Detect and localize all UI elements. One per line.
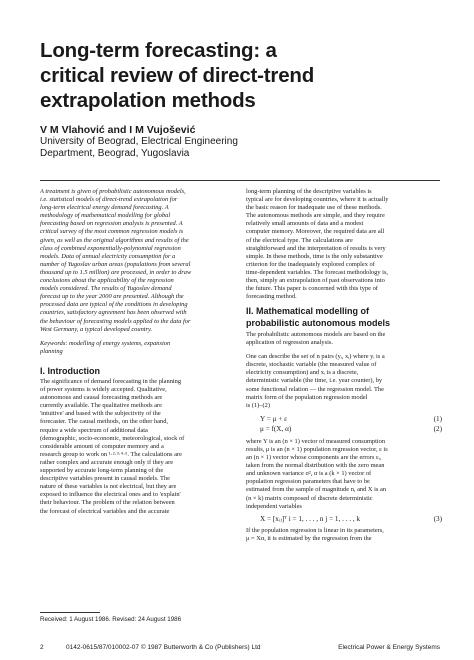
body-line: of the electrical type. The calculations are xyxy=(246,236,353,244)
equation-3 xyxy=(246,514,442,524)
body-line: application of regression analysis. xyxy=(246,339,333,347)
abstract-line: methodology of mathematical modelling for global xyxy=(40,212,171,220)
abstract-line: processed data are typical of the conditions in developing xyxy=(40,301,188,309)
page-number: 2 xyxy=(40,644,44,651)
paper-title xyxy=(40,38,460,113)
body-line: The probabilistic autonomous models are based on the xyxy=(246,331,386,338)
body-line: some functional relation — the regression model. The xyxy=(246,385,384,393)
body-line: autonomous and causal forecasting methods are xyxy=(40,394,163,402)
body-line: an (n × 1) vector whose components are the errors εᵢ, xyxy=(246,454,382,462)
journal-name: Electrical Power & Energy Systems xyxy=(338,644,440,651)
copyright-citation: 0142-0615/87/010002-07 © 1987 Butterworth & Co (Publishers) Ltd xyxy=(66,644,261,651)
body-line: (demographic, socio-economic, meteorological, stock of xyxy=(40,434,185,442)
abstract-line: the behaviour of forecasting models applied to the data for xyxy=(40,317,191,325)
body-line: straightforward and the interpretation of results is very xyxy=(246,244,386,252)
abstract-line: forecast up to the year 2000 are presented. Although the xyxy=(40,293,184,301)
body-line: discrete, stochastic variable (the measured value of xyxy=(246,361,377,369)
body-line: and unknown variance σ², α is a (k × 1) vector of xyxy=(246,470,372,478)
abstract-line: number of Yugoslav urban areas (populations from several xyxy=(40,260,191,268)
equation-expression: μ = f(X, α) xyxy=(260,424,292,433)
abstract-line: forecasting based on regression analysis is presented. A xyxy=(40,220,183,228)
body-line: nature of these variables is not electrical, but they are xyxy=(40,483,177,491)
body-line: μ = Xα, it is estimated by the regression from the xyxy=(246,534,372,542)
body-line: forecaster. The causal methods, on the other hand, xyxy=(40,418,169,426)
abstract-line: given, as well as the original algorithms and results of the xyxy=(40,236,189,244)
abstract-line: critical survey of the most common regression models is xyxy=(40,228,184,236)
body-line: (n × k) matrix composed of discrete deterministic xyxy=(246,494,373,502)
body-line: electricity consumption) and xᵢ is a discrete, xyxy=(246,369,359,377)
keywords-line: planning xyxy=(40,347,63,355)
equation-expression: Y = μ + ε xyxy=(260,414,288,423)
body-line: considerable amount of computer memory and a xyxy=(40,442,164,450)
keywords-line: Keywords: modelling of energy systems, expansion xyxy=(40,339,171,347)
body-line: deterministic variable (the time, i.e. year counter), by xyxy=(246,377,383,385)
title-line: Long-term forecasting: a xyxy=(40,39,277,62)
body-line: The significance of demand forecasting in the planning xyxy=(40,378,182,385)
received-footnote: Received: 1 August 1986. Revised: 24 August 1986 xyxy=(40,616,182,623)
body-line: matrix form of the population regression model xyxy=(246,393,368,401)
page-footer xyxy=(40,644,440,651)
body-line: rather complex and accurate enough only if they are xyxy=(40,458,174,466)
abstract-line: West Germany, a typical developed country. xyxy=(40,325,153,333)
body-line: of power systems is widely accepted. Qualitative, xyxy=(40,386,167,394)
body-line: estimated from the sample of magnitude n, and X is an xyxy=(246,486,387,494)
abstract xyxy=(40,188,228,356)
body-line: The autonomous methods are simple, and they require xyxy=(246,212,385,220)
affiliation-line: Department, Beograd, Yugoslavia xyxy=(40,148,190,159)
abstract-line: conclusions about the applicability of the regression xyxy=(40,277,174,285)
body-line: the future. This paper is concerned with this type of xyxy=(246,285,378,293)
abstract-line: i.e. statistical models of direct-trend extrapolation for xyxy=(40,196,178,204)
equation-number: (1) xyxy=(433,414,442,423)
body-line: independent variables xyxy=(246,502,302,510)
header-rule xyxy=(40,180,440,181)
title-line: extrapolation methods xyxy=(40,89,256,112)
body-line: require a wide spectrum of additional data xyxy=(40,426,148,434)
section-2 xyxy=(246,306,442,543)
body-line: where Y is an (n × 1) vector of measured consumption xyxy=(246,437,386,445)
abstract-line: thousand up to 1.5 million) are processed, in order to draw xyxy=(40,268,192,276)
right-column-intro xyxy=(246,188,442,301)
body-line: forecasting method. xyxy=(246,293,297,301)
footnote-rule xyxy=(40,612,100,613)
section-heading-line: II. Mathematical modelling of xyxy=(246,306,370,316)
body-line: taken from the normal distribution with the zero mean xyxy=(246,462,385,470)
body-line: their behaviour. The problem of the relation between xyxy=(40,499,175,507)
body-line: long-term planning of the descriptive variables is xyxy=(246,188,372,195)
equation-1 xyxy=(246,414,442,424)
abstract-line: countries, satisfactory agreement has been observed with xyxy=(40,309,187,317)
body-line: If the population regression is linear in its parameters, xyxy=(246,526,384,534)
body-line: relatively small amounts of data and a modest xyxy=(246,220,364,228)
abstract-line: models. Data of annual electricity consumption for a xyxy=(40,252,176,260)
body-line: research group to work on ¹·²·³·⁴·⁵. The calculations are xyxy=(40,450,182,458)
equation-expression: X = [xᵢⱼ]ᵀ i = 1, . . . , n j = 1, . . . , k xyxy=(260,514,361,523)
affiliation-line: University of Beograd, Electrical Engineering xyxy=(40,136,238,147)
body-line: time-dependent variables. The forecast methodology is, xyxy=(246,268,389,276)
body-line: supported by accurate long-term planning of the xyxy=(40,467,164,475)
body-line: then, simply an extrapolation of past observations into xyxy=(246,277,385,285)
body-line: One can describe the set of n pairs (yᵢ, xᵢ) where yᵢ is a xyxy=(246,353,385,361)
author-block xyxy=(40,124,238,160)
equation-2 xyxy=(246,424,442,434)
body-line: descriptive variables present in causal models. The xyxy=(40,475,170,483)
body-line: simple. In these methods, time is the only substantive xyxy=(246,252,383,260)
body-line: population regression parameters that have to be xyxy=(246,478,370,486)
body-line: exposed to influence the electrical ones and to 'explain' xyxy=(40,491,181,499)
body-line: computer memory. Moreover, the required data are all xyxy=(246,228,385,236)
section-heading-line: probabilistic autonomous models xyxy=(246,318,391,328)
body-line: typical are for developing countries, where it is actually xyxy=(246,196,389,204)
equation-number: (2) xyxy=(433,424,442,433)
body-line: currently available. The qualitative methods are xyxy=(40,402,162,410)
author-names: V M Vlahović and I M Vujošević xyxy=(40,124,196,136)
body-line: the forecast of electrical variables and the accurate xyxy=(40,507,170,515)
body-line: results, μ is an (n × 1) population regression vector, ε is xyxy=(246,445,388,453)
body-line: the basic reason for inadequate use of these methods. xyxy=(246,204,382,212)
body-line: criterion for the inadequately explored complex of xyxy=(246,260,375,268)
abstract-line: models considered. The results of Yugoslav demand xyxy=(40,285,172,293)
abstract-line: class of combined exponentially-polynomial regression xyxy=(40,244,181,252)
abstract-line: long-term electrical energy demand forecasting. A xyxy=(40,204,169,212)
body-line: 'intuitive' and based with the subjectivity of the xyxy=(40,410,161,418)
title-line: critical review of direct-trend xyxy=(40,64,315,87)
body-line: is (1)–(2) xyxy=(246,401,270,409)
introduction-section xyxy=(40,366,228,516)
section-heading: I. Introduction xyxy=(40,366,100,376)
abstract-line: A treatment is given of probabilistic autonomous models, xyxy=(40,188,186,195)
equation-number: (3) xyxy=(433,514,442,523)
